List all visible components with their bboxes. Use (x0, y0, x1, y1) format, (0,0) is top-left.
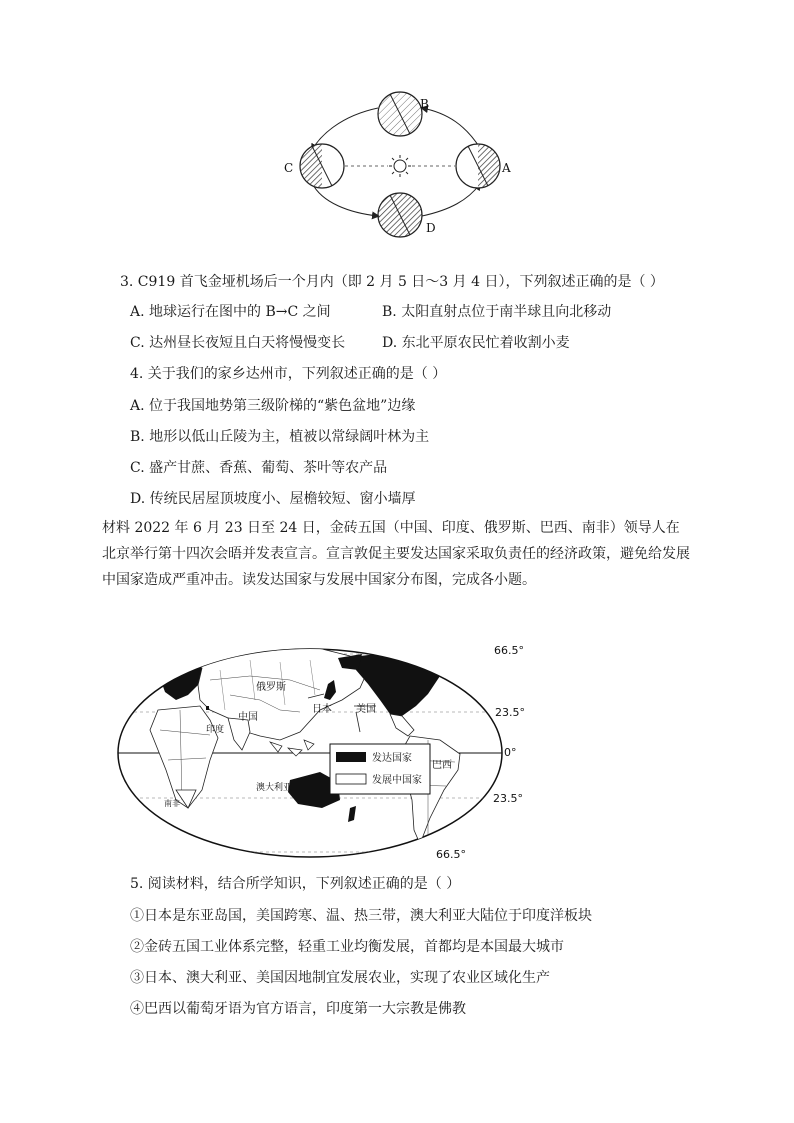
question-4-option-b: B. 地形以低山丘陵为主，植被以常绿阔叶林为主 (130, 429, 430, 445)
label-japan: 日本 (312, 704, 332, 715)
earth-position-c (300, 144, 344, 188)
question-5-statement-1: ①日本是东亚岛国，美国跨寒、温、热三带，澳大利亚大陆位于印度洋板块 (130, 908, 592, 924)
question-5-statement-3: ③日本、澳大利亚、美国因地制宜发展农业，实现了农业区域化生产 (130, 970, 550, 986)
lat-label-66n: 66.5° (494, 644, 524, 657)
question-5-statement-4: ④巴西以葡萄牙语为官方语言，印度第一大宗教是佛教 (130, 1001, 466, 1017)
label-c: C (284, 161, 294, 175)
question-3-stem: 3. C919 首飞金垭机场后一个月内（即 2 月 5 日～3 月 4 日），下列叙述正确的是（ ） (120, 274, 664, 290)
lat-label-equator: 0° (504, 746, 517, 759)
question-3-option-a: A. 地球运行在图中的 B→C 之间 (130, 304, 331, 320)
question-4-stem: 4. 关于我们的家乡达州市，下列叙述正确的是（ ） (130, 366, 447, 382)
label-china: 中国 (238, 712, 258, 723)
question-4-option-a: A. 位于我国地势第三级阶梯的“紫色盆地”边缘 (130, 398, 416, 414)
earth-orbit-figure (270, 88, 530, 243)
legend-developed: 发达国家 (372, 753, 412, 764)
lat-label-66s: 66.5° (436, 848, 466, 861)
lat-label-23n: 23.5° (495, 706, 525, 719)
label-a: A (502, 161, 511, 175)
material-paragraph: 材料 2022 年 6 月 23 日至 24 日，金砖五国（中国、印度、俄罗斯、巴西、南非）领导人在北京举行第十四次会晤并发表宣言。宣言敦促主要发达国家采取负责任的经济政策，避免给发展中国家造成严重冲击。读发达国家与发展中国家分布图，完成各小题。 (102, 520, 690, 588)
question-3-option-c: C. 达州昼长夜短且白天将慢慢变长 (130, 335, 346, 351)
question-4-option-c: C. 盛产甘蔗、香蕉、葡萄、茶叶等农产品 (130, 460, 388, 476)
earth-position-d (378, 193, 422, 237)
sun-icon (389, 155, 411, 177)
label-brazil: 巴西 (432, 760, 452, 771)
label-usa: 美国 (356, 704, 376, 715)
lat-label-23s: 23.5° (493, 792, 523, 805)
label-india: 印度 (206, 725, 225, 735)
label-russia: 俄罗斯 (256, 682, 286, 693)
earth-position-b (378, 92, 422, 136)
label-b: B (420, 97, 429, 111)
question-5-statement-2: ②金砖五国工业体系完整，轻重工业均衡发展，首都均是本国最大城市 (130, 939, 564, 955)
world-map (110, 640, 530, 865)
legend-developing: 发展中国家 (372, 775, 422, 786)
label-south-africa: 南非 (164, 799, 180, 808)
question-4-option-d: D. 传统民居屋顶坡度小、屋檐较短、窗小墙厚 (130, 491, 416, 507)
question-3-option-b: B. 太阳直射点位于南半球且向北移动 (382, 304, 612, 320)
question-3-option-d: D. 东北平原农民忙着收割小麦 (382, 335, 570, 351)
question-5-stem: 5. 阅读材料，结合所学知识，下列叙述正确的是（ ） (130, 876, 461, 892)
earth-position-a (456, 144, 500, 188)
label-australia: 澳大利亚 (256, 783, 293, 793)
map-legend (330, 744, 430, 794)
label-d: D (426, 221, 436, 235)
